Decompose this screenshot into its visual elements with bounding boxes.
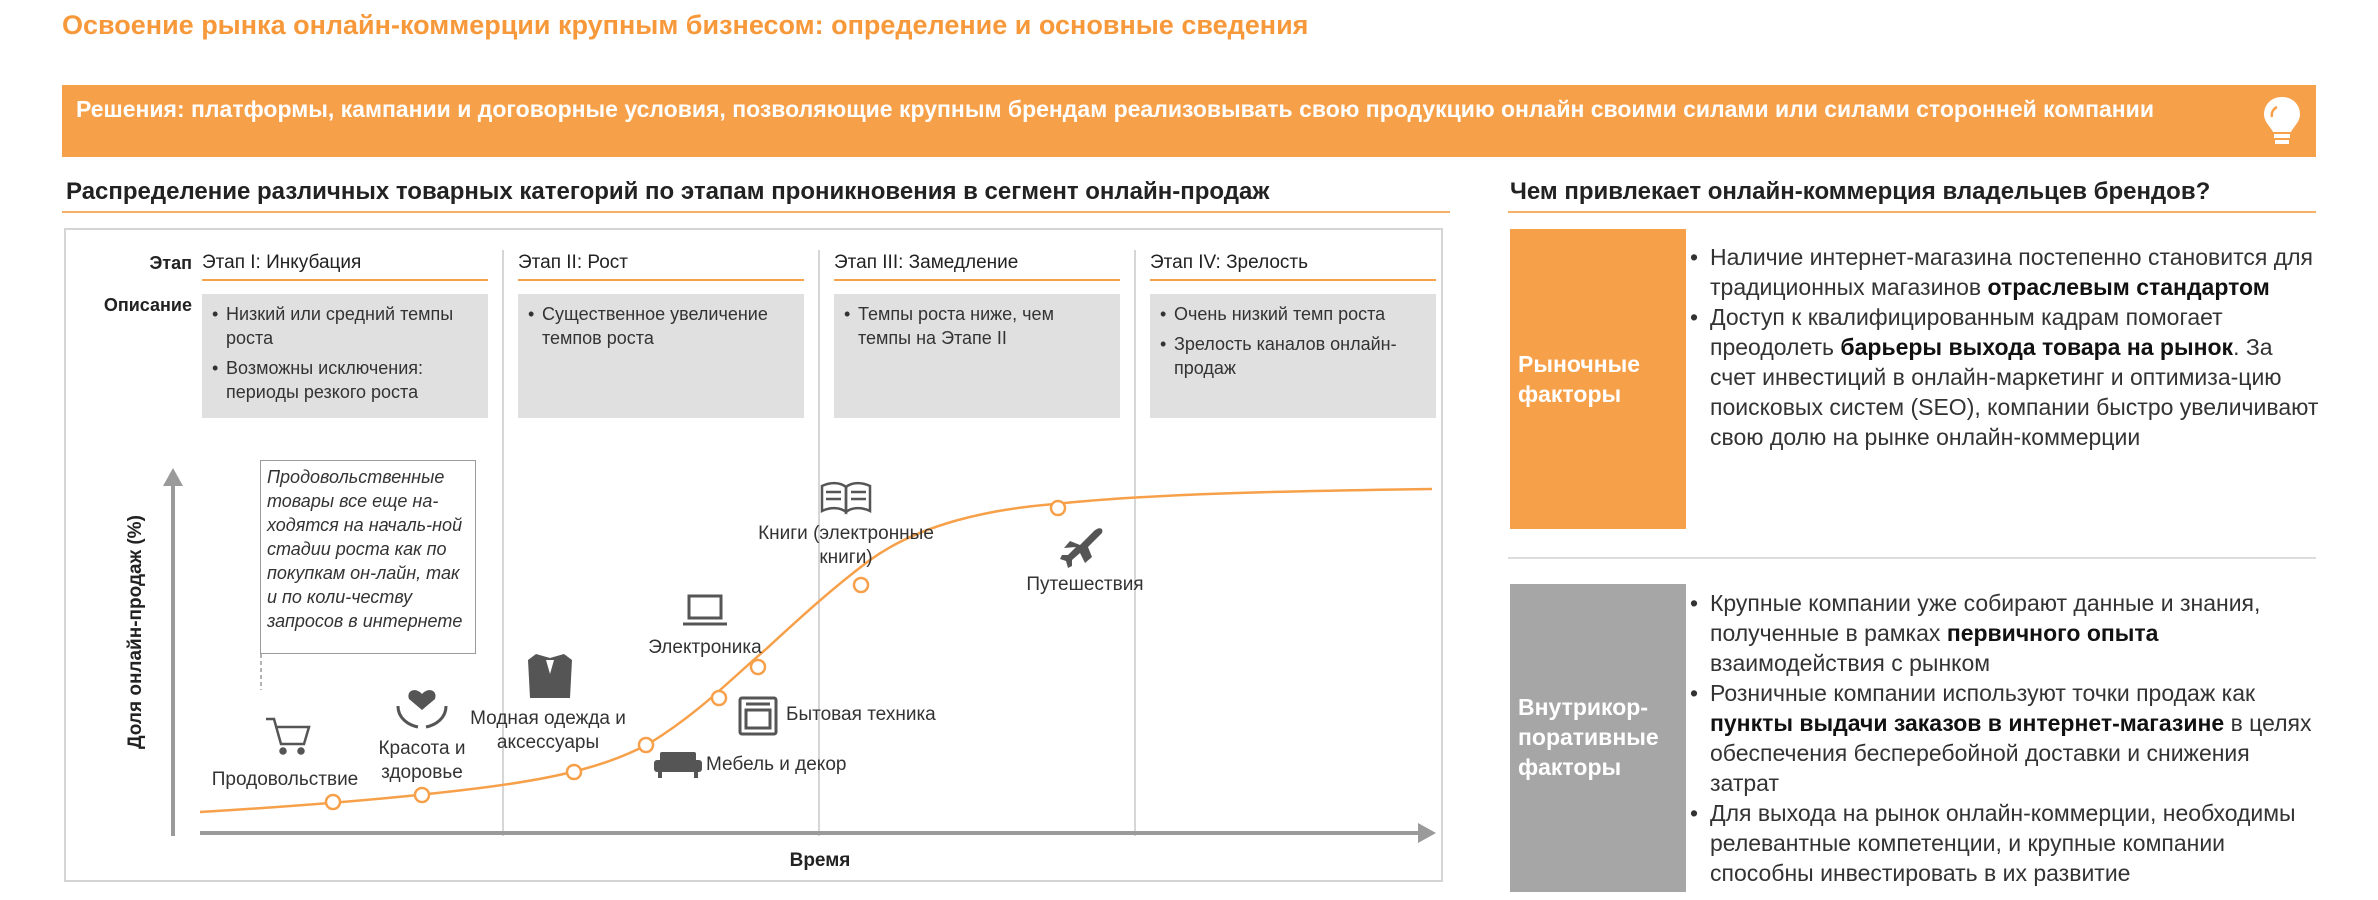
sofa-icon xyxy=(654,752,702,778)
stage-4-name: Этап IV: Зрелость xyxy=(1150,252,1309,273)
stage-3-name: Этап III: Замедление xyxy=(834,252,1019,273)
stage-4-bullet: • Очень низкий темп роста xyxy=(1160,302,1426,326)
label-food: Продовольствие xyxy=(211,769,359,790)
internal-bullet: • Крупные компании уже собирают данные и знания, полученные в рамках первичного опыта взаимодействия с рынком xyxy=(1690,588,2320,678)
market-factors-text xyxy=(1690,242,2320,452)
internal-factors-header: Внутрикор-поративные факторы xyxy=(1510,584,1686,892)
food-marker xyxy=(326,795,340,809)
book-icon xyxy=(822,483,870,512)
stage-row-label: Этап xyxy=(149,253,192,273)
chart-section-title: Распределение различных товарных категорий по этапам проникновения в сегмент онлайн-продаж xyxy=(66,178,1270,205)
label-furniture: Мебель и декор xyxy=(706,754,847,775)
x-axis-label: Время xyxy=(789,850,851,871)
label-appliances: Бытовая техника xyxy=(786,704,936,725)
label-beauty: Красота и здоровье xyxy=(378,738,466,783)
y-axis-label: Доля онлайн-продаж (%) xyxy=(125,515,146,749)
travel-marker xyxy=(1051,501,1065,515)
y-axis-arrow xyxy=(163,468,183,486)
lightbulb-icon xyxy=(2260,95,2304,147)
x-axis-arrow xyxy=(1418,823,1436,843)
stage-2-bullet: • Существенное увеличение темпов роста xyxy=(528,302,794,350)
label-fashion: Модная одежда и аксессуары xyxy=(470,708,626,753)
stage-4-bullet: • Зрелость каналов онлайн-продаж xyxy=(1160,332,1426,380)
suit-icon xyxy=(528,654,572,698)
note-connector xyxy=(255,654,267,690)
shopping-cart-icon xyxy=(266,719,309,754)
electronics-marker xyxy=(751,660,765,674)
beauty-marker xyxy=(415,788,429,802)
oven-icon xyxy=(740,698,776,734)
stage-1-bullet: • Низкий или средний темпы роста xyxy=(212,302,478,350)
books-marker xyxy=(854,578,868,592)
label-electronics: Электроника xyxy=(648,637,762,658)
factors-divider xyxy=(1508,557,2316,559)
page-title: Освоение рынка онлайн-коммерции крупным бизнесом: определение и основные сведения xyxy=(62,10,1309,40)
factors-section-title: Чем привлекает онлайн-коммерция владельцев брендов? xyxy=(1510,178,2211,205)
description-row-label: Описание xyxy=(103,295,192,315)
label-travel: Путешествия xyxy=(1026,574,1144,595)
stage-3-bullet: • Темпы роста ниже, чем темпы на Этапе II xyxy=(844,302,1110,350)
fashion-marker xyxy=(567,765,581,779)
market-bullet: • Наличие интернет-магазина постепенно становится для традиционных магазинов отраслевым стандартом xyxy=(1690,242,2320,302)
market-bullet: • Доступ к квалифицированным кадрам помогает преодолеть барьеры выхода товара на рынок. За счет инвестиций в онлайн-маркетинг и оптимиза-цию поисковых систем (SEO), компании быстро увеличивают свою долю на рынке онлайн-коммерции xyxy=(1690,302,2320,452)
stage-1-bullet: • Возможны исключения: периоды резкого роста xyxy=(212,356,478,404)
internal-bullet: • Розничные компании используют точки продаж как пункты выдачи заказов в интернет-магазине в целях обеспечения бесперебойной доставки и снижения затрат xyxy=(1690,678,2320,798)
food-note: Продовольственные товары все еще на-ходятся на началь-ной стадии роста как по покупкам он-лайн, так и по коли-честву запросов в интернете xyxy=(260,460,476,654)
airplane-icon xyxy=(1060,528,1102,568)
laptop-icon xyxy=(683,596,727,624)
internal-factors-text xyxy=(1690,588,2320,888)
stage-2-name: Этап II: Рост xyxy=(518,252,629,273)
stage-1-name: Этап I: Инкубация xyxy=(202,252,362,273)
market-factors-header: Рыночные факторы xyxy=(1510,229,1686,529)
banner-text: Решения: платформы, кампании и договорные условия, позволяющие крупным брендам реализовывать свою продукцию онлайн своими силами или силами сторонней компании xyxy=(76,96,2154,122)
internal-bullet: • Для выхода на рынок онлайн-коммерции, необходимы релевантные компетенции, и крупные компании способны инвестировать в их развитие xyxy=(1690,798,2320,888)
label-books: Книги (электронные книги) xyxy=(758,523,934,568)
factors-section-rule xyxy=(1508,211,2316,213)
appliances-marker xyxy=(712,691,726,705)
heart-hands-icon xyxy=(398,690,446,727)
furniture-marker xyxy=(639,738,653,752)
